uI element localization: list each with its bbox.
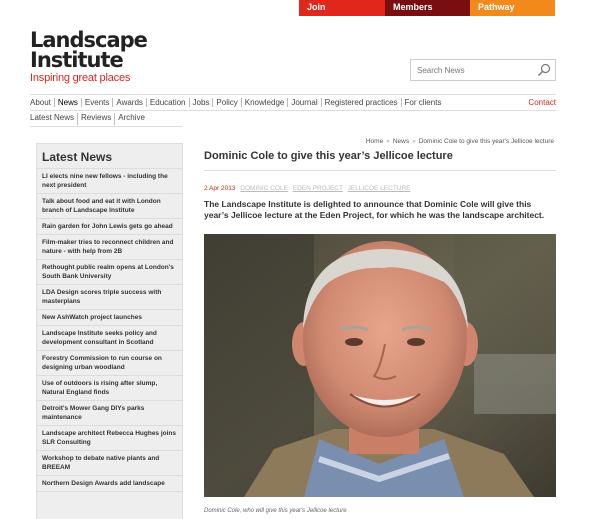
news-item[interactable]: Landscape architect Rebecca Hughes joins SLR Consulting — [37, 426, 182, 451]
logo-tagline: Inspiring great places — [30, 72, 131, 84]
article-photo — [204, 234, 556, 497]
latest-news-sidebar — [36, 143, 183, 519]
search-icon[interactable] — [536, 62, 552, 78]
news-item[interactable]: LDA Design scores triple success with masterplans — [37, 285, 182, 310]
logo-line-2: Institute — [30, 48, 123, 72]
news-item[interactable]: Forestry Commission to run course on designing urban woodland — [37, 351, 182, 376]
join-link[interactable]: Join — [299, 0, 385, 16]
article-lead: The Landscape Institute is delighted to announce that Dominic Cole will give this year’s Jellicoe lecture at the Eden Project, for which he was the landscape architect. — [204, 199, 545, 220]
news-item[interactable]: Rain garden for John Lewis gets go ahead — [37, 219, 182, 235]
news-item[interactable]: Detroit's Mower Gang DIYs parks maintenance — [37, 401, 182, 426]
article-meta — [204, 185, 411, 192]
nav-contact[interactable]: Contact — [528, 98, 556, 107]
divider — [30, 126, 182, 127]
news-item[interactable]: Rethought public realm opens at London's South Bank University — [37, 260, 182, 285]
photo-caption: Dominic Cole, who will give this year's Jellicoe lecture — [204, 508, 347, 514]
breadcrumb-separator: » — [412, 138, 416, 145]
nav-for-clients[interactable]: For clients — [401, 98, 445, 107]
news-item[interactable]: Landscape Institute seeks policy and development consultant in Scotland — [37, 326, 182, 351]
breadcrumb-separator: » — [386, 138, 390, 145]
nav-awards[interactable]: Awards — [112, 98, 146, 107]
nav-events[interactable]: Events — [81, 98, 112, 107]
article-title: Dominic Cole to give this year’s Jellicoe lecture — [204, 150, 453, 162]
news-item[interactable]: Workshop to debate native plants and BREEAM — [37, 451, 182, 476]
search-box — [410, 59, 556, 81]
tag-eden-project[interactable]: EDEN PROJECT — [292, 185, 343, 192]
sidebar-title: Latest News — [37, 144, 182, 169]
news-item[interactable]: Use of outdoors is rising after slump, Natural England finds — [37, 376, 182, 401]
nav-education[interactable]: Education — [146, 98, 189, 107]
members-link[interactable]: Members — [385, 0, 470, 16]
tag-dominic-cole[interactable]: DOMINIC COLE — [240, 185, 288, 192]
nav-journal[interactable]: Journal — [287, 98, 320, 107]
news-item[interactable]: Talk about food and eat it with London branch of Landscape Institute — [37, 194, 182, 219]
top-bar — [299, 0, 555, 16]
pathway-link[interactable]: Pathway — [470, 0, 555, 16]
breadcrumb-home[interactable]: Home — [365, 138, 384, 145]
nav-policy[interactable]: Policy — [212, 98, 240, 107]
logo-line-1: Landscape — [30, 28, 147, 52]
breadcrumb — [366, 138, 554, 145]
subnav-archive[interactable]: Archive — [114, 113, 148, 125]
breadcrumb-current: Dominic Cole to give this year's Jellicoe lecture — [418, 138, 554, 145]
subnav-reviews[interactable]: Reviews — [77, 113, 114, 125]
news-item[interactable]: New AshWatch project launches — [37, 310, 182, 326]
nav-about[interactable]: About — [30, 98, 51, 107]
article-date: 2 Apr 2013 — [204, 185, 236, 192]
divider — [204, 170, 556, 171]
nav-news[interactable]: News — [54, 98, 81, 107]
main-nav — [30, 94, 556, 111]
nav-jobs[interactable]: Jobs — [189, 98, 213, 107]
news-item[interactable]: Film-maker tries to reconnect children and nature - with help from 2B — [37, 235, 182, 260]
search-input[interactable] — [411, 61, 533, 81]
nav-registered-practices[interactable]: Registered practices — [321, 98, 401, 107]
news-item[interactable]: Northern Design Awards add landscape — [37, 476, 182, 492]
news-item[interactable]: LI elects nine new fellows - including the next president — [37, 169, 182, 194]
breadcrumb-news[interactable]: News — [392, 138, 410, 145]
tag-jellicoe-lecture[interactable]: JELLICOE LECTURE — [347, 185, 411, 192]
sub-nav — [30, 113, 148, 125]
subnav-latest-news[interactable]: Latest News — [30, 113, 75, 122]
nav-knowledge[interactable]: Knowledge — [241, 98, 288, 107]
site-logo[interactable] — [30, 30, 147, 84]
